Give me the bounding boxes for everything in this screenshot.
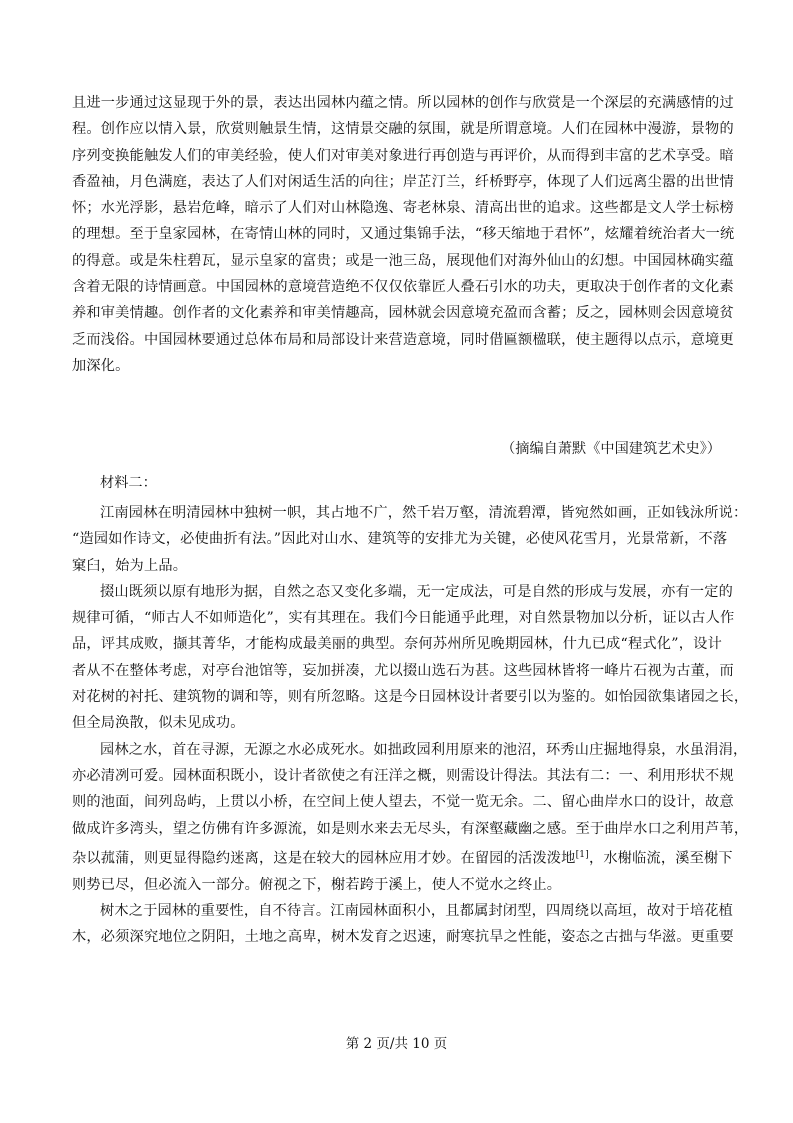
text-line: 则势已尽，但必流入一部分。俯视之下，榭若跨于溪上，使人不觉水之终止。 (72, 876, 562, 893)
text-line: 加深化。 (72, 357, 130, 374)
source-citation: （摘编自萧默《中国建筑艺术史》） (501, 441, 721, 457)
text-line: 的理想。至于皇家园林，在寄情山林的同时，又通过集锦手法，“移天缩地于君怀”，炫耀着统治者大一统 (72, 226, 735, 243)
text-line: 品，评其成败，撷其菁华，才能构成最美丽的典型。奈何苏州所见晚期园林，什九已成“程式化”，设计 (72, 636, 722, 653)
text-line: 但全局涣散，似未见成功。 (72, 715, 245, 732)
material-two-label: 材料二： (100, 475, 157, 491)
text-line: 乏而浅俗。中国园林要通过总体布局和局部设计来营造意境，同时借匾额楹联，使主题得以点示，意境更 (72, 331, 734, 348)
text-line: 窠臼，始为上品。 (72, 557, 188, 574)
text-line-with-footnote (72, 842, 733, 872)
text-line: 规律可循，“师古人不如师造化”，实有其理在。我们今日能通乎此理，对自然景物加以分析，证以古人作 (72, 610, 735, 627)
text-line: 做成许多湾头，望之仿佛有许多源流，如是则水来去无尽头，有深壑藏幽之感。至于曲岸水口之利用芦苇， (72, 820, 749, 837)
text-line: 江南园林在明清园林中独树一帜，其占地不广，然千岩万壑，清流碧潭，皆宛然如画，正如钱泳所说： (100, 505, 748, 521)
text-segment: ，水榭临流，溪至榭下 (588, 850, 733, 867)
material-two-body (72, 500, 749, 951)
text-line: 香盈袖，月色满庭，表达了人们对闲适生活的向往；岸芷汀兰，纤桥野亭，体现了人们远离尘嚣的出世情 (72, 173, 734, 190)
page-number-footer: 第 2 页/共 10 页 (345, 1036, 448, 1052)
text-line: 木，必须深究地位之阴阳，土地之高卑，树木发育之迟速，耐寒抗旱之性能，姿态之古拙与华滋。更重要 (72, 929, 734, 946)
text-line: 程。创作应以情入景，欣赏则触景生情，这情景交融的氛围，就是所谓意境。人们在园林中漫游，景物的 (72, 121, 734, 138)
text-line: 对花树的衬托、建筑物的调和等，则有所忽略。这是今日园林设计者要引以为鉴的。如怡园欲集诸园之长， (72, 689, 749, 706)
footnote-mark: [1] (575, 849, 589, 860)
text-line: 树木之于园林的重要性，自不待言。江南园林面积小，且都属封闭型，四周绕以高垣，故对于培花植 (100, 903, 734, 920)
text-line: 序列变换能触发人们的审美经验，使人们对审美对象进行再创造与再评价，从而得到丰富的艺术享受。暗 (72, 147, 734, 164)
text-line: 掇山既须以原有地形为据，自然之态又变化多端，无一定成法，可是自然的形成与发展，亦有一定的 (100, 583, 734, 600)
text-line: 且进一步通过这显现于外的景，表达出园林内蕴之情。所以园林的创作与欣赏是一个深层的充满感情的过 (72, 95, 734, 111)
text-line: 含着无限的诗情画意。中国园林的意境营造绝不仅仅依靠匠人叠石引水的功夫，更取决于创作者的文化素 (72, 279, 734, 296)
text-line: 者从不在整体考虑，对亭台池馆等，妄加拼凑，尤以掇山选石为甚。这些园林皆将一峰片石视为古董，而 (72, 662, 734, 679)
text-line: 亦必清冽可爱。园林面积既小，设计者欲使之有汪洋之概，则需设计得法。其法有二：一、利用形状不规 (72, 767, 734, 784)
text-line: 怀；水光浮影，悬岩危峰，暗示了人们对山林隐逸、寄老林泉、清高出世的追求。这些都是文人学士标榜 (72, 200, 734, 217)
text-segment: 杂以菰蒲，则更显得隐约迷离，这是在较大的园林应用才妙。在留园的活泼泼地 (72, 850, 576, 867)
text-line: 的得意。或是朱柱碧瓦，显示皇家的富贵；或是一池三岛，展现他们对海外仙山的幻想。中国园林确实蕴 (72, 252, 734, 269)
text-line: 园林之水，首在寻源，无源之水必成死水。如拙政园利用原来的池沼，环秀山庄掘地得泉，水虽涓涓， (100, 741, 748, 758)
text-line: 养和审美情趣。创作者的文化素养和审美情趣高，园林就会因意境充盈而含蓄；反之，园林则会因意境贫 (72, 305, 734, 322)
paragraph-material-one-end (72, 90, 735, 379)
text-line: 则的池面，间列岛屿，上贯以小桥，在空间上使人望去，不觉一览无余。二、留心曲岸水口的设计，故意 (72, 794, 734, 811)
text-line: “造园如作诗文，必使曲折有法。”因此对山水、建筑等的安排尤为关键，必使风花雪月，光景常新，不落 (72, 531, 728, 548)
